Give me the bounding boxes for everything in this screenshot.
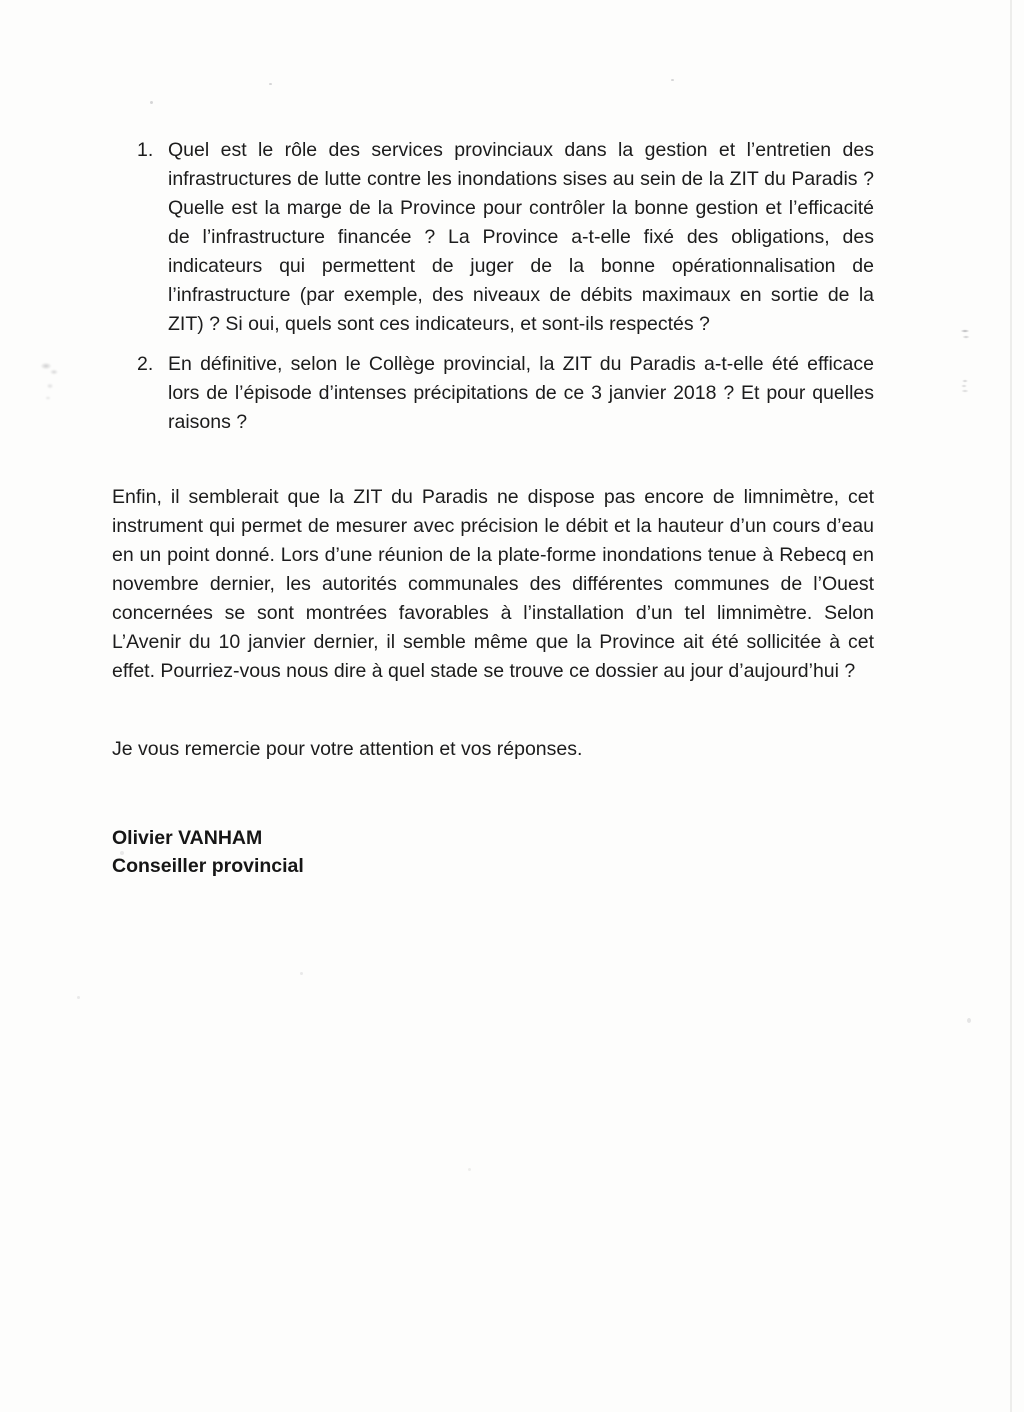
question-number: 1. [137,139,154,161]
scan-speck [300,972,303,975]
scan-page-edge [1010,0,1012,1412]
letter-body [112,136,874,880]
question-item-1 [112,136,874,339]
scan-speck [671,79,674,81]
question-text: Quel est le rôle des services provinciaux dans la gestion et l’entretien des infrastructures de lutte contre les inondations sises au sein de la ZIT du Paradis ? Quelle est la marge de la Province pour contrôler la bonne gestion et l’efficacité de l’infrastructure financée ? La Province a-t-elle fixé des obligations, des indicateurs qui permettent de juger de la bonne opérationnalisation de l’infrastructure (par exemple, des niveaux de débits maximaux en sortie de la ZIT) ? Si oui, quels sont ces indicateurs, et sont-ils respectés ? [168,139,874,335]
scan-artifact [958,328,972,340]
question-text: En définitive, selon le Collège provincial, la ZIT du Paradis a-t-elle été efficace lors de l’épisode d’intenses précipitations de ce 3 janvier 2018 ? Et pour quelles raisons ? [168,353,874,433]
question-list [112,136,874,437]
thanks-line: Je vous remercie pour votre attention et vos réponses. [112,738,583,760]
question-number: 2. [137,353,154,375]
scan-speck [150,101,153,104]
signature-name: Olivier VANHAM [112,827,263,849]
scan-artifact [958,378,972,394]
final-paragraph: Enfin, il semblerait que la ZIT du Paradis ne dispose pas encore de limnimètre, cet instrument qui permet de mesurer avec précision le débit et la hauteur d’un cours d’eau en un point donné. Lors d’une réunion de la plate-forme inondations tenue à Rebecq en novembre dernier, les autorités communales des différentes communes de l’Ouest concernées se sont montrées favorables à l’installation d’un tel limnimètre. Selon L’Avenir du 10 janvier dernier, il semble même que la Province ait été sollicitée à cet effet. Pourriez-vous nous dire à quel stade se trouve ce dossier au jour d’aujourd’hui ? [112,486,874,682]
scan-speck [77,996,80,999]
scan-smudge [36,356,66,404]
scan-speck [269,83,272,85]
signature-title: Conseiller provincial [112,855,304,877]
signature-block [112,824,874,880]
scan-speck [468,1168,471,1171]
question-item-2 [112,350,874,437]
scan-speck [120,851,124,855]
scan-speck [967,1018,971,1023]
